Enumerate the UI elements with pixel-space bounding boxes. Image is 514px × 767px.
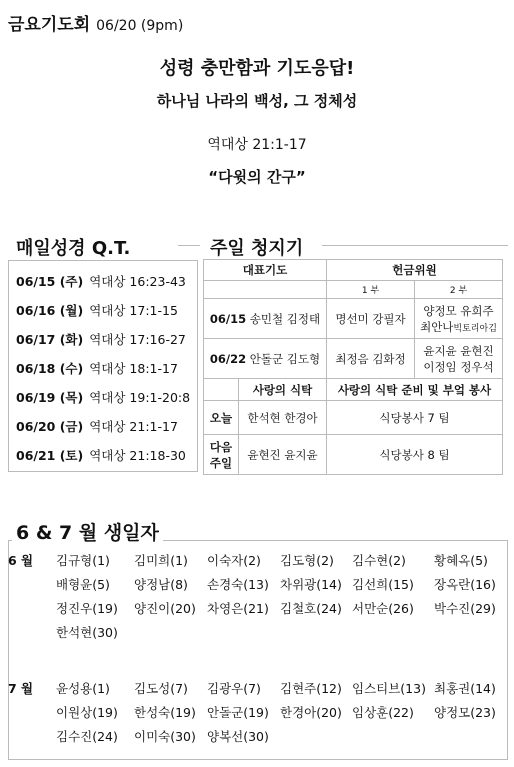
qt-row [16,330,186,348]
birthday-entry: 한석현(30) [56,625,118,640]
meal-team: 식당봉사 8 팀 [327,435,503,475]
qt-row [16,446,186,464]
qt-title-line [178,245,200,246]
qt-row [16,272,186,290]
sunday-title-line [322,245,508,246]
qt-date: 06/18 (수) [16,361,84,376]
birthday-entry: 손경숙(13) [207,577,269,592]
prayer-cell [204,299,327,339]
birthday-entry: 김수현(2) [352,553,406,568]
qt-date: 06/16 (월) [16,303,84,318]
birthday-entry: 양복선(30) [207,729,269,744]
meal-row-label: 다음 주일 [204,435,239,475]
meal-team: 식당봉사 7 팀 [327,401,503,435]
meal-names: 윤현진 윤지윤 [239,435,327,475]
sermon-scripture: 역대상 21:1-17 [207,137,307,153]
qt-reference: 역대상 19:1-20:8 [89,390,191,405]
header-title: 금요기도회 [8,15,91,35]
birthday-entry: 차영은(21) [207,601,269,616]
birthday-entry: 이미숙(30) [134,729,196,744]
qt-date: 06/20 (금) [16,419,84,434]
meal-names: 한석현 한경아 [239,401,327,435]
qt-title: 매일성경 Q.T. [12,234,134,260]
birthday-entry: 양진이(20) [134,601,196,616]
offering-part2-line1: 양정모 유희주 [423,303,494,318]
birthday-entry: 한경아(20) [280,705,342,720]
prayer-names: 안돌군 김도형 [249,351,321,366]
birthday-entry: 김철호(24) [280,601,342,616]
prayer-cell [204,339,327,379]
qt-date: 06/19 (목) [16,390,84,405]
birthday-entry: 차위광(14) [280,577,342,592]
birthday-entry: 김수진(24) [56,729,118,744]
qt-reference: 역대상 17:16-27 [89,332,186,347]
qt-row [16,301,178,319]
qt-reference: 역대상 17:1-15 [89,303,178,318]
col-prayer-header: 대표기도 [204,260,327,281]
qt-row [16,417,178,435]
meal-prep-header: 사랑의 식탁 준비 및 부엌 봉사 [327,379,503,401]
sermon-title: 성령 충만함과 기도응답! [159,58,355,79]
qt-reference: 역대상 18:1-17 [89,361,178,376]
birthday-entry: 이원상(19) [56,705,118,720]
page-header [8,10,183,35]
meal-header: 사랑의 식탁 [239,379,327,401]
birthday-entry: 김도성(7) [134,681,188,696]
birthday-title: 6 & 7 월 생일자 [12,518,163,545]
birthday-entry: 최홍권(14) [434,681,496,696]
birthday-entry: 양정모(23) [434,705,496,720]
qt-reference: 역대상 21:1-17 [89,419,178,434]
birthday-entry: 윤성용(1) [56,681,110,696]
birthday-entry: 황혜옥(5) [434,553,488,568]
blank-cell [204,379,239,401]
blank-cell [204,281,327,299]
birthday-entry: 김도형(2) [280,553,334,568]
sunday-title: 주일 청지기 [206,234,307,260]
offering-part2 [415,299,503,339]
qt-date: 06/15 (주) [16,274,84,289]
birthday-entry: 임상훈(22) [352,705,414,720]
row-date: 06/22 [209,351,247,366]
birthday-entry: 배형윤(5) [56,577,110,592]
part1-header: 1 부 [327,281,415,299]
birthday-entry: 임스티브(13) [352,681,426,696]
june-label: 6 월 [8,553,34,568]
offering-part2-line2: 이정임 정우석 [423,359,494,374]
birthday-entry: 이숙자(2) [207,553,261,568]
july-label: 7 월 [8,681,34,696]
offering-part2-note: 빅토리아김 [453,323,497,334]
birthday-entry: 장옥란(16) [434,577,496,592]
birthday-entry: 김광우(7) [207,681,261,696]
offering-part2-line2: 최안나 [420,319,454,334]
birthday-entry: 한성숙(19) [134,705,196,720]
birthday-entry: 김현주(12) [280,681,342,696]
birthday-entry: 정진우(19) [56,601,118,616]
row-date: 06/15 [209,311,247,326]
qt-date: 06/21 (토) [16,448,84,463]
birthday-entry: 김규형(1) [56,553,110,568]
qt-reference: 역대상 21:18-30 [89,448,186,463]
offering-part1: 명선미 강필자 [327,299,415,339]
meal-row-label: 오늘 [204,401,239,435]
qt-row [16,388,190,406]
offering-part1: 최정음 김화정 [327,339,415,379]
header-datetime: 06/20 (9pm) [96,18,184,34]
birthday-entry: 박수진(29) [434,601,496,616]
birthday-entry: 서만순(26) [352,601,414,616]
col-offering-header: 헌금위원 [327,260,503,281]
qt-reference: 역대상 16:23-43 [89,274,186,289]
qt-row [16,359,178,377]
birthday-entry: 김선희(15) [352,577,414,592]
offering-part2 [415,339,503,379]
part2-header: 2 부 [415,281,503,299]
birthday-entry: 안돌군(19) [207,705,269,720]
birthday-entry: 양정남(8) [134,577,188,592]
sunday-table [203,259,503,475]
qt-date: 06/17 (화) [16,332,84,347]
sermon-quote: “다윗의 간구” [208,168,306,186]
sermon-subtitle: 하나님 나라의 백성, 그 정체성 [156,92,358,110]
birthday-entry: 김미희(1) [134,553,188,568]
offering-part2-line1: 윤지윤 윤현진 [423,343,494,358]
prayer-names: 송민철 김정태 [249,311,321,326]
